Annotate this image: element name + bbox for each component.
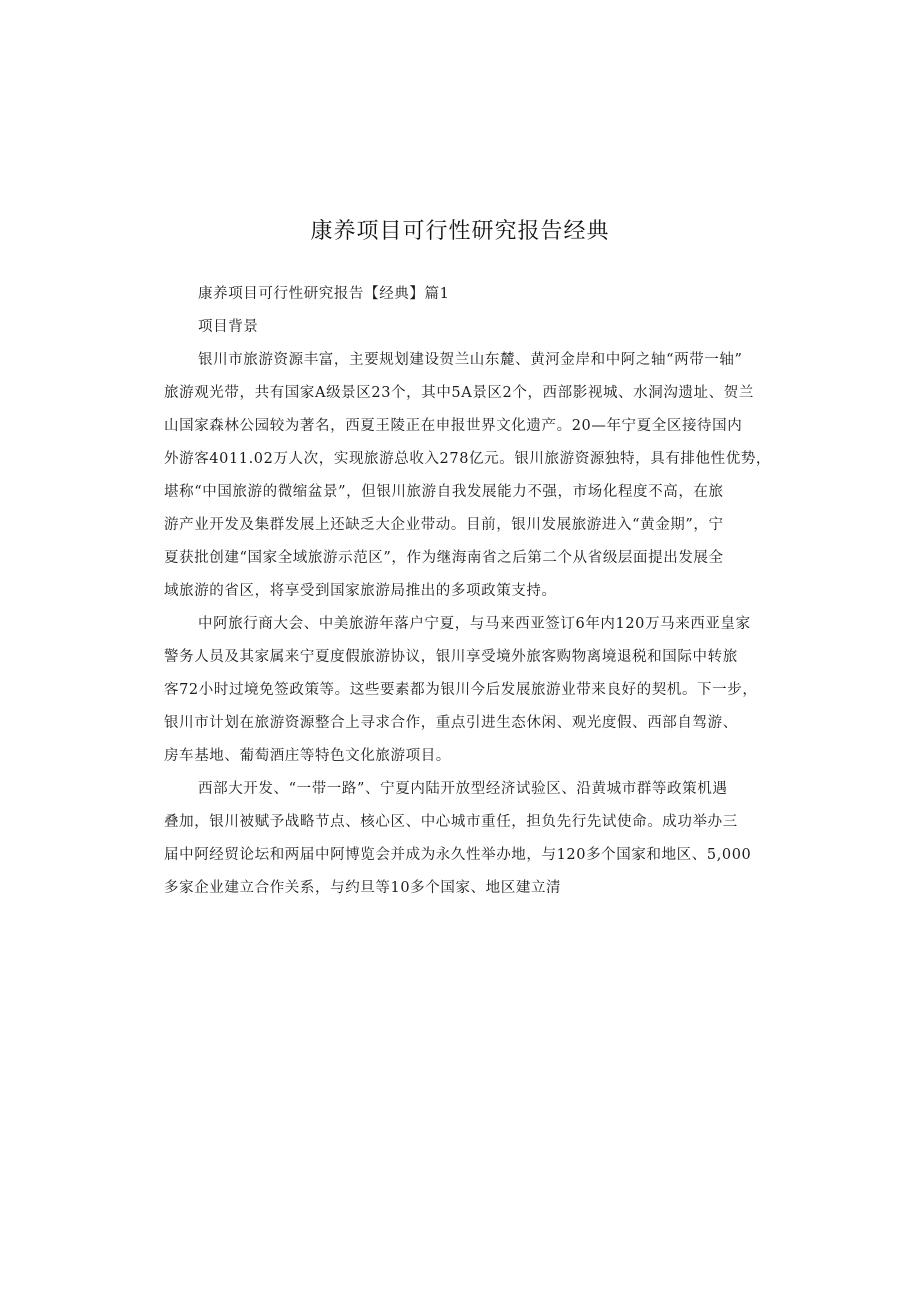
paragraph-3 <box>164 773 764 905</box>
paragraph-line: 届中阿经贸论坛和两届中阿博览会并成为永久性举办地，与120多个国家和地区、5,000 <box>164 847 752 863</box>
paragraph-line: 域旅游的省区，将享受到国家旅游局推出的多项政策支持。 <box>164 583 557 599</box>
paragraph-line: 堪称“中国旅游的微缩盆景”，但银川旅游自我发展能力不强，市场化程度不高，在旅 <box>164 484 724 500</box>
paragraph-line: 夏获批创建“国家全域旅游示范区”，作为继海南省之后第二个从省级层面提出发展全 <box>164 550 724 566</box>
paragraph-2 <box>164 608 764 773</box>
paragraph-line: 外游客4011.02万人次，实现旅游总收入278亿元。银川旅游资源独特，具有排他性优势， <box>164 451 772 467</box>
paragraph-line: 客72小时过境免签政策等。这些要素都为银川今后发展旅游业带来良好的契机。下一步， <box>164 682 758 698</box>
paragraph-line: 警务人员及其家属来宁夏度假旅游协议，银川享受境外旅客购物离境退税和国际中转旅 <box>164 649 738 665</box>
paragraph-line: 多家企业建立合作关系，与约旦等10多个国家、地区建立清 <box>164 880 562 896</box>
document-body <box>164 278 772 905</box>
paragraph-line: 房车基地、葡萄酒庄等特色文化旅游项目。 <box>164 748 451 764</box>
paragraph-line: 山国家森林公园较为著名，西夏王陵正在申报世界文化遗产。20—年宁夏全区接待国内 <box>164 418 743 434</box>
paragraph-line: 游产业开发及集群发展上还缺乏大企业带动。目前，银川发展旅游进入“黄金期”，宁 <box>164 517 724 533</box>
document-subtitle: 康养项目可行性研究报告【经典】篇1 <box>198 286 450 302</box>
paragraph-1 <box>164 344 772 608</box>
paragraph-line: 银川市计划在旅游资源整合上寻求合作，重点引进生态休闲、观光度假、西部自驾游、 <box>164 715 738 731</box>
section-heading: 项目背景 <box>198 319 259 335</box>
paragraph-line: 中阿旅行商大会、中美旅游年落户宁夏，与马来西亚签订6年内120万马来西亚皇家 <box>198 616 751 632</box>
paragraph-line: 叠加，银川被赋予战略节点、核心区、中心城市重任，担负先行先试使命。成功举办三 <box>164 814 738 830</box>
paragraph-line: 旅游观光带，共有国家A级景区23个，其中5A景区2个，西部影视城、水洞沟遗址、贺兰 <box>164 385 754 401</box>
paragraph-line: 银川市旅游资源丰富，主要规划建设贺兰山东麓、黄河金岸和中阿之轴“两带一轴” <box>198 352 743 368</box>
document-title: 康养项目可行性研究报告经典 <box>310 219 610 244</box>
paragraph-line: 西部大开发、“一带一路”、宁夏内陆开放型经济试验区、沿黄城市群等政策机遇 <box>198 781 728 797</box>
